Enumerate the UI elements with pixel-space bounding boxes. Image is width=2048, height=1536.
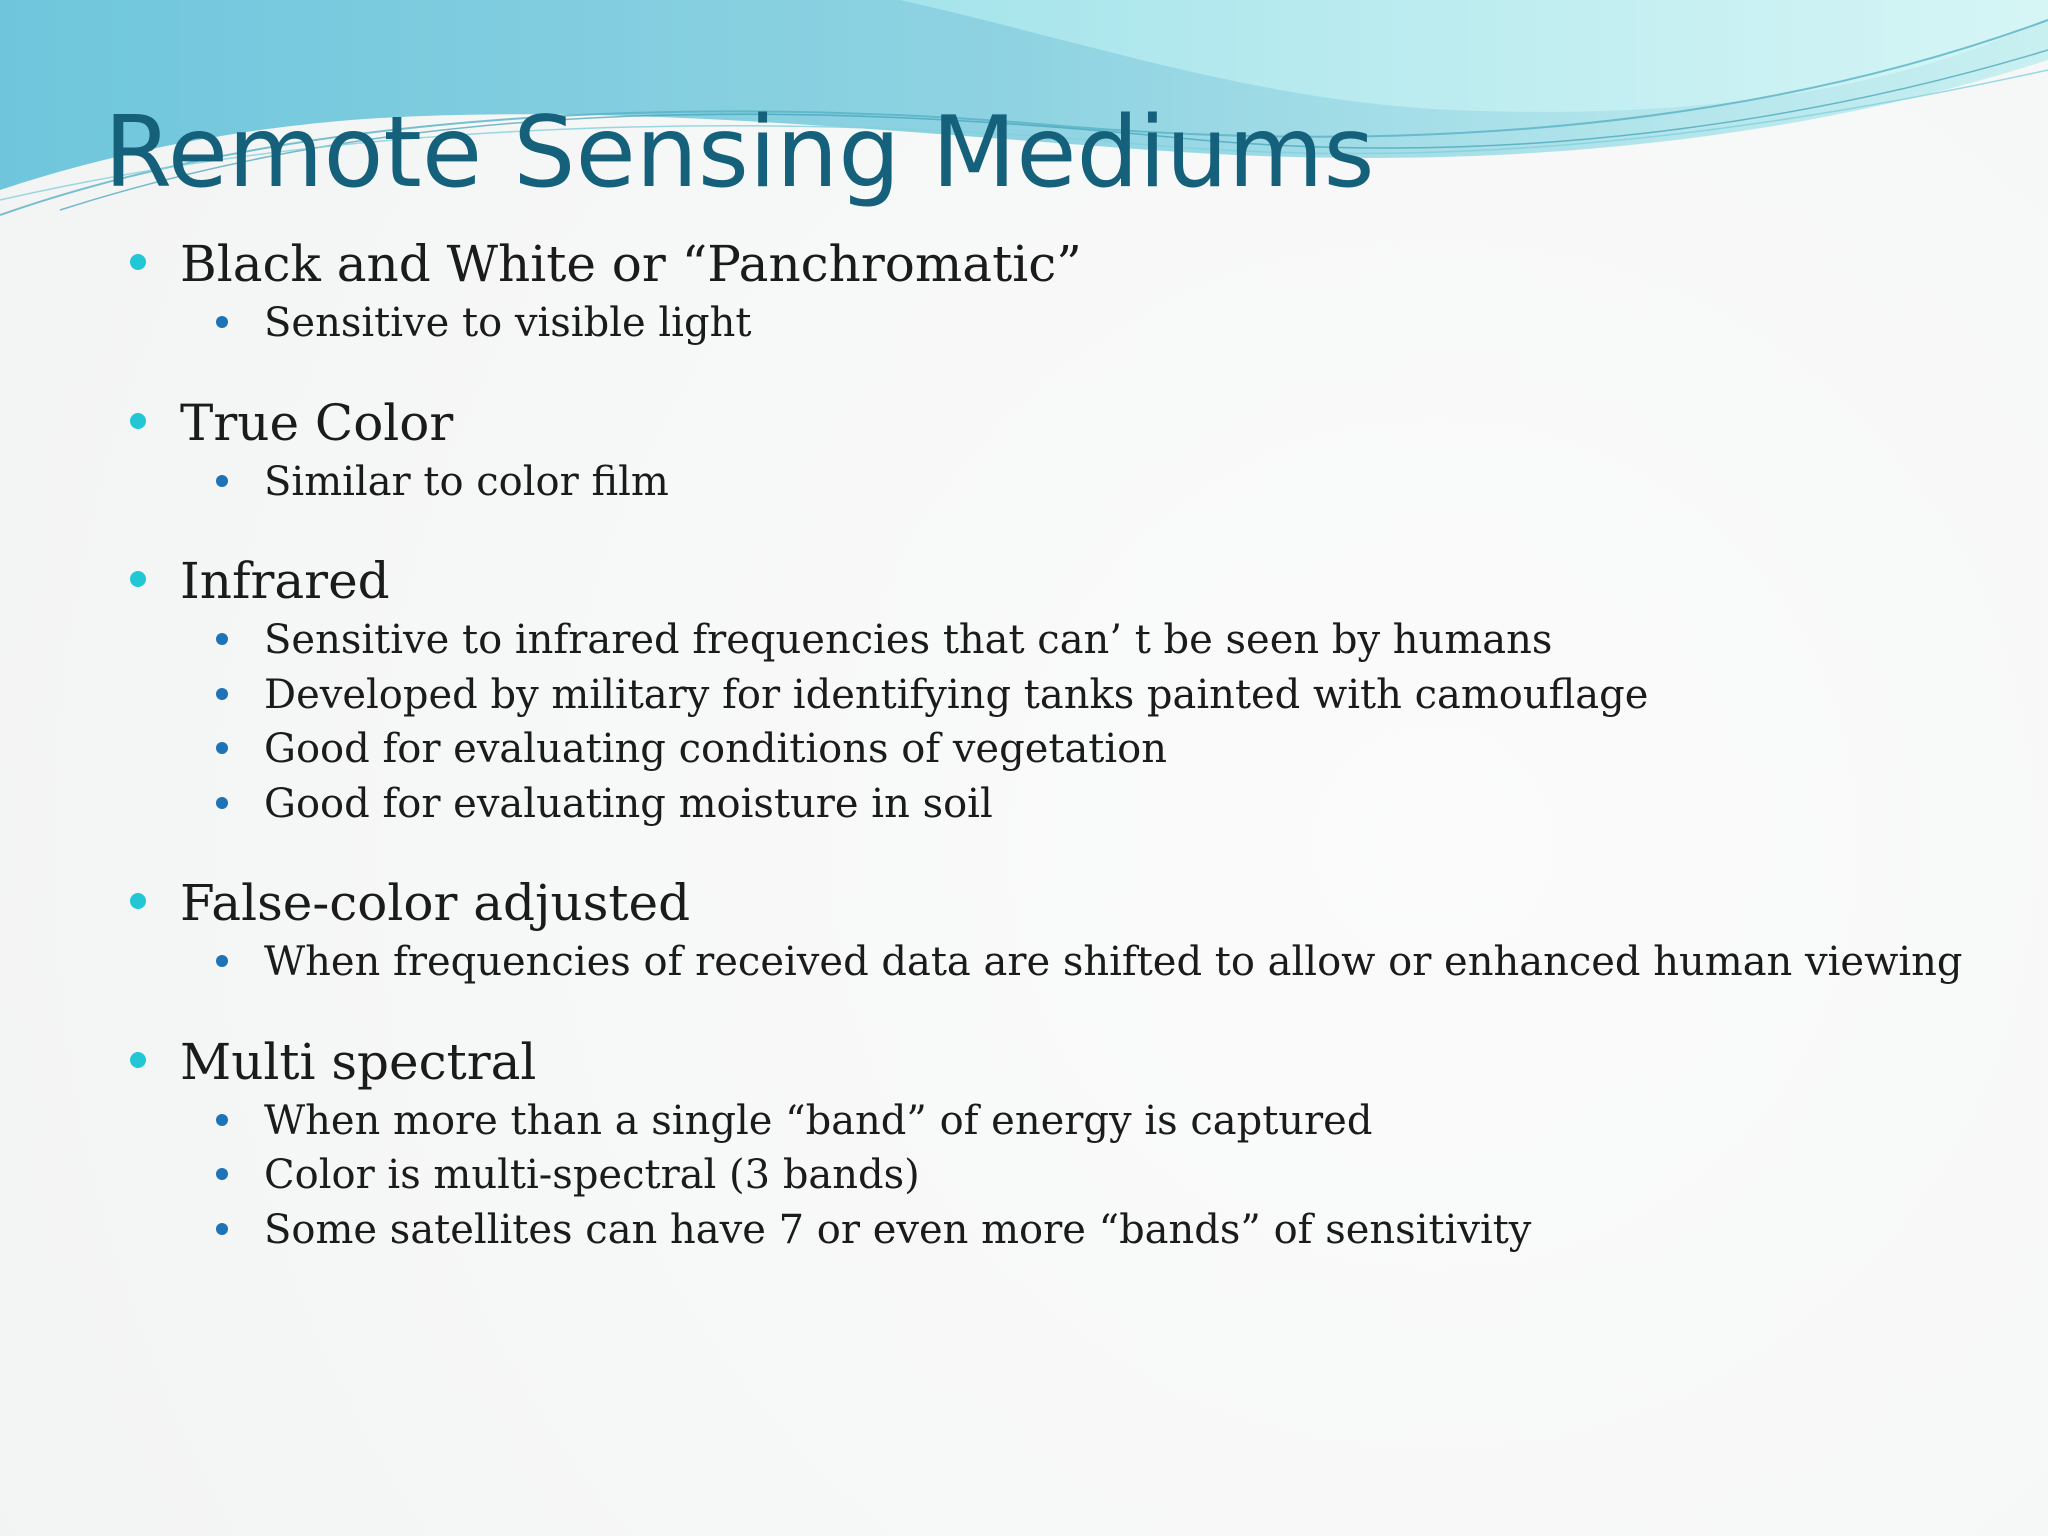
sub-bullet-dot bbox=[216, 688, 228, 700]
sub-bullet-dot bbox=[216, 1114, 228, 1126]
sub-bullet-text: Color is multi-spectral (3 bands) bbox=[264, 1152, 920, 1199]
bullet-panchromatic bbox=[124, 232, 2024, 351]
sub-bullet-list bbox=[124, 1094, 2024, 1258]
sub-bullet-text: Developed by military for identifying tanks painted with camouflage bbox=[264, 671, 1649, 718]
bullet-true-color bbox=[124, 391, 2024, 510]
bullet-infrared bbox=[124, 549, 2024, 831]
slide-title: Remote Sensing Mediums bbox=[104, 96, 1375, 210]
sub-bullet-text: Sensitive to infrared frequencies that can’ t be seen by humans bbox=[264, 617, 1553, 664]
sub-bullet-text: Good for evaluating moisture in soil bbox=[264, 780, 993, 827]
sub-bullet-dot bbox=[216, 633, 228, 645]
sub-bullet-dot bbox=[216, 1168, 228, 1180]
sub-bullet-text: Similar to color film bbox=[264, 458, 669, 505]
sub-bullet bbox=[216, 722, 2024, 777]
sub-bullet-dot bbox=[216, 955, 228, 967]
sub-bullet-list bbox=[124, 935, 2024, 990]
sub-bullet bbox=[216, 1094, 2024, 1149]
sub-bullet bbox=[216, 777, 2024, 832]
sub-bullet-dot bbox=[216, 1223, 228, 1235]
sub-bullet bbox=[216, 668, 2024, 723]
sub-bullet-dot bbox=[216, 475, 228, 487]
sub-bullet-text: Some satellites can have 7 or even more “bands” of sensitivity bbox=[264, 1206, 1532, 1253]
sub-bullet-dot bbox=[216, 742, 228, 754]
sub-bullet-dot bbox=[216, 797, 228, 809]
bullet-dot bbox=[130, 1052, 146, 1068]
bullet-dot bbox=[130, 893, 146, 909]
sub-bullet-list bbox=[124, 613, 2024, 831]
bullet-text: Black and White or “Panchromatic” bbox=[180, 235, 1082, 293]
sub-bullet bbox=[216, 296, 2024, 351]
bullet-text: Multi spectral bbox=[180, 1032, 537, 1091]
sub-bullet-list bbox=[124, 296, 2024, 351]
bullet-text: Infrared bbox=[180, 552, 390, 610]
bullet-false-color bbox=[124, 871, 2024, 990]
sub-bullet bbox=[216, 455, 2024, 510]
bullet-multi-spectral bbox=[124, 1030, 2024, 1258]
sub-bullet-text: Sensitive to visible light bbox=[264, 300, 752, 347]
bullet-dot bbox=[130, 254, 146, 270]
sub-bullet-list bbox=[124, 455, 2024, 510]
bullet-list bbox=[124, 232, 2024, 1297]
sub-bullet bbox=[216, 1203, 2024, 1258]
sub-bullet-text: Good for evaluating conditions of vegetation bbox=[264, 726, 1168, 773]
sub-bullet bbox=[216, 1148, 2024, 1203]
bullet-text: False-color adjusted bbox=[180, 874, 691, 932]
bullet-text: True Color bbox=[180, 393, 454, 452]
bullet-dot bbox=[130, 413, 146, 429]
sub-bullet-text: When frequencies of received data are shifted to allow or enhanced human viewing bbox=[264, 939, 1963, 986]
sub-bullet-text: When more than a single “band” of energy is captured bbox=[264, 1097, 1373, 1144]
sub-bullet bbox=[216, 613, 2024, 668]
sub-bullet bbox=[216, 935, 2024, 990]
sub-bullet-dot bbox=[216, 316, 228, 328]
bullet-dot bbox=[130, 571, 146, 587]
